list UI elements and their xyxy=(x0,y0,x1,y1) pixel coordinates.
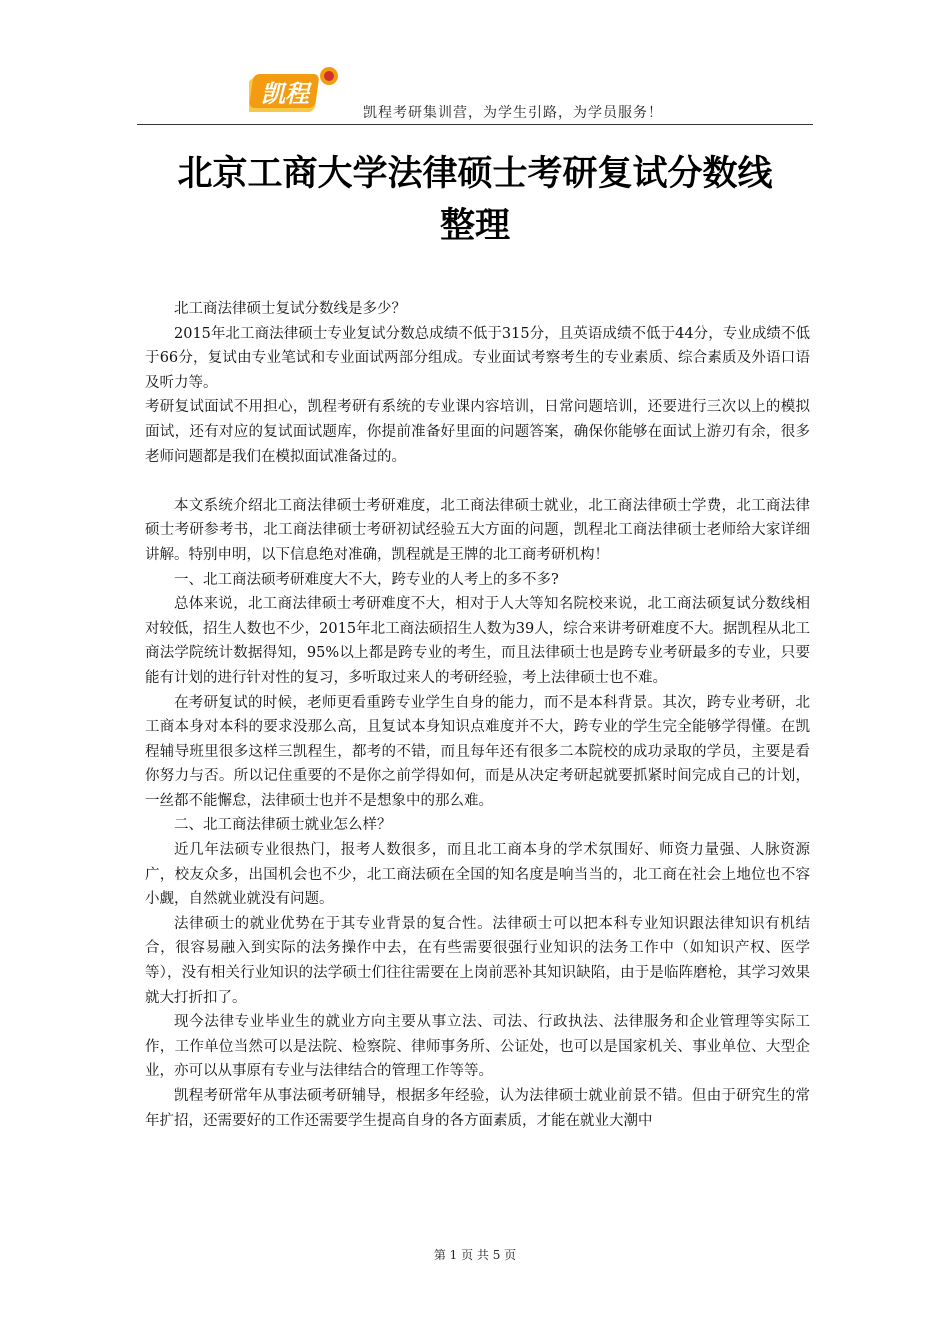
paragraph-intro: 本文系统介绍北工商法律硕士考研难度，北工商法律硕士就业，北工商法律硕士学费，北工商法律硕士考研参考书，北工商法律硕士考研初试经验五大方面的问题，凯程北工商法律硕士老师给大家详细讲解。特别申明，以下信息绝对准确，凯程就是王牌的北工商考研机构！ xyxy=(145,497,810,563)
paragraph-difficulty: 总体来说，北工商法律硕士考研难度不大，相对于人大等知名院校来说，北工商法硕复试分数线相对较低，招生人数也不少，2015年北工商法硕招生人数为39人，综合来讲考研难度不大。据凯程从北工商法学院统计数据得知，95%以上都是跨专业的考生，而且法律硕士也是跨专业考研最多的专业，只要能有计划的进行针对性的复习，多听取过来人的考研经验，考上法律硕士也不难。 xyxy=(145,596,810,686)
section-heading-employment: 二、北工商法律硕士就业怎么样？ xyxy=(174,817,392,834)
title-line-1: 北京工商大学法律硕士考研复试分数线 xyxy=(177,154,773,194)
paragraph-score-2015: 2015年北工商法律硕士专业复试分数总成绩不低于315分，且英语成绩不低于44分，专业成绩不低于66分，复试由专业笔试和专业面试两部分组成。专业面试考察考生的专业素质、综合素质及外语口语及听力等。 xyxy=(145,325,810,391)
header-slogan: 凯程考研集训营，为学生引路，为学员服务！ xyxy=(363,105,663,121)
paragraph-employment-prospects: 凯程考研常年从事法硕考研辅导，根据多年经验，认为法律硕士就业前景不错。但由于研究生的常年扩招，还需要好的工作还需要学生提高自身的各方面素质，才能在就业大潮中 xyxy=(145,1088,810,1129)
document-title xyxy=(100,148,850,252)
section-heading-difficulty: 一、北工商法硕考研难度大不大，跨专业的人考上的多不多? xyxy=(174,571,559,588)
page-header xyxy=(137,58,813,125)
page-footer: 第 1 页 共 5 页 xyxy=(433,1248,517,1262)
kaicheng-logo xyxy=(249,64,341,116)
paragraph-cross-major: 在考研复试的时候，老师更看重跨专业学生自身的能力，而不是本科背景。其次，跨专业考研，北工商本身对本科的要求没那么高，且复试本身知识点难度并不大，跨专业的学生完全能够学得懂。在凯程辅导班里很多这样三凯程生，都考的不错，而且每年还有很多二本院校的成功录取的学员，主要是看你努力与否。所以记住重要的不是你之前学得如何，而是从决定考研起就要抓紧时间完成自己的计划，一丝都不能懈怠，法律硕士也并不是想象中的那么难。 xyxy=(145,694,810,809)
paragraph-employment-advantage: 法律硕士的就业优势在于其专业背景的复合性。法律硕士可以把本科专业知识跟法律知识有机结合，很容易融入到实际的法务操作中去，在有些需要很强行业知识的法务工作中（如知识产权、医学等），没有相关行业知识的法学硕士们往往需要在上岗前恶补其知识缺陷，由于是临阵磨枪，其学习效果就大打折扣了。 xyxy=(145,915,810,1006)
paragraph-question: 北工商法律硕士复试分数线是多少？ xyxy=(174,301,406,317)
paragraph-gap xyxy=(145,469,810,494)
article-body xyxy=(145,297,810,1133)
paragraph-employment-popular: 近几年法硕专业很热门，报考人数很多，而且北工商本身的学术氛围好、师资力量强、人脉资源广，校友众多，出国机会也不少，北工商法硕在全国的知名度是响当当的，北工商在社会上地位也不容小觑，自然就业就没有问题。 xyxy=(145,842,810,908)
title-line-2: 整理 xyxy=(439,206,510,246)
paragraph-interview: 考研复试面试不用担心，凯程考研有系统的专业课内容培训，日常问题培训，还要进行三次以上的模拟面试，还有对应的复试面试题库，你提前准备好里面的问题答案，确保你能够在面试上游刃有余，很多老师问题都是我们在模拟面试准备过的。 xyxy=(145,399,810,465)
paragraph-employment-directions: 现今法律专业毕业生的就业方向主要从事立法、司法、行政执法、法律服务和企业管理等实际工作，工作单位当然可以是法院、检察院、律师事务所、公证处，也可以是国家机关、事业单位、大型企业，亦可以从事原有专业与法律结合的管理工作等等。 xyxy=(145,1014,810,1080)
logo-text: 凯程 xyxy=(261,80,309,108)
